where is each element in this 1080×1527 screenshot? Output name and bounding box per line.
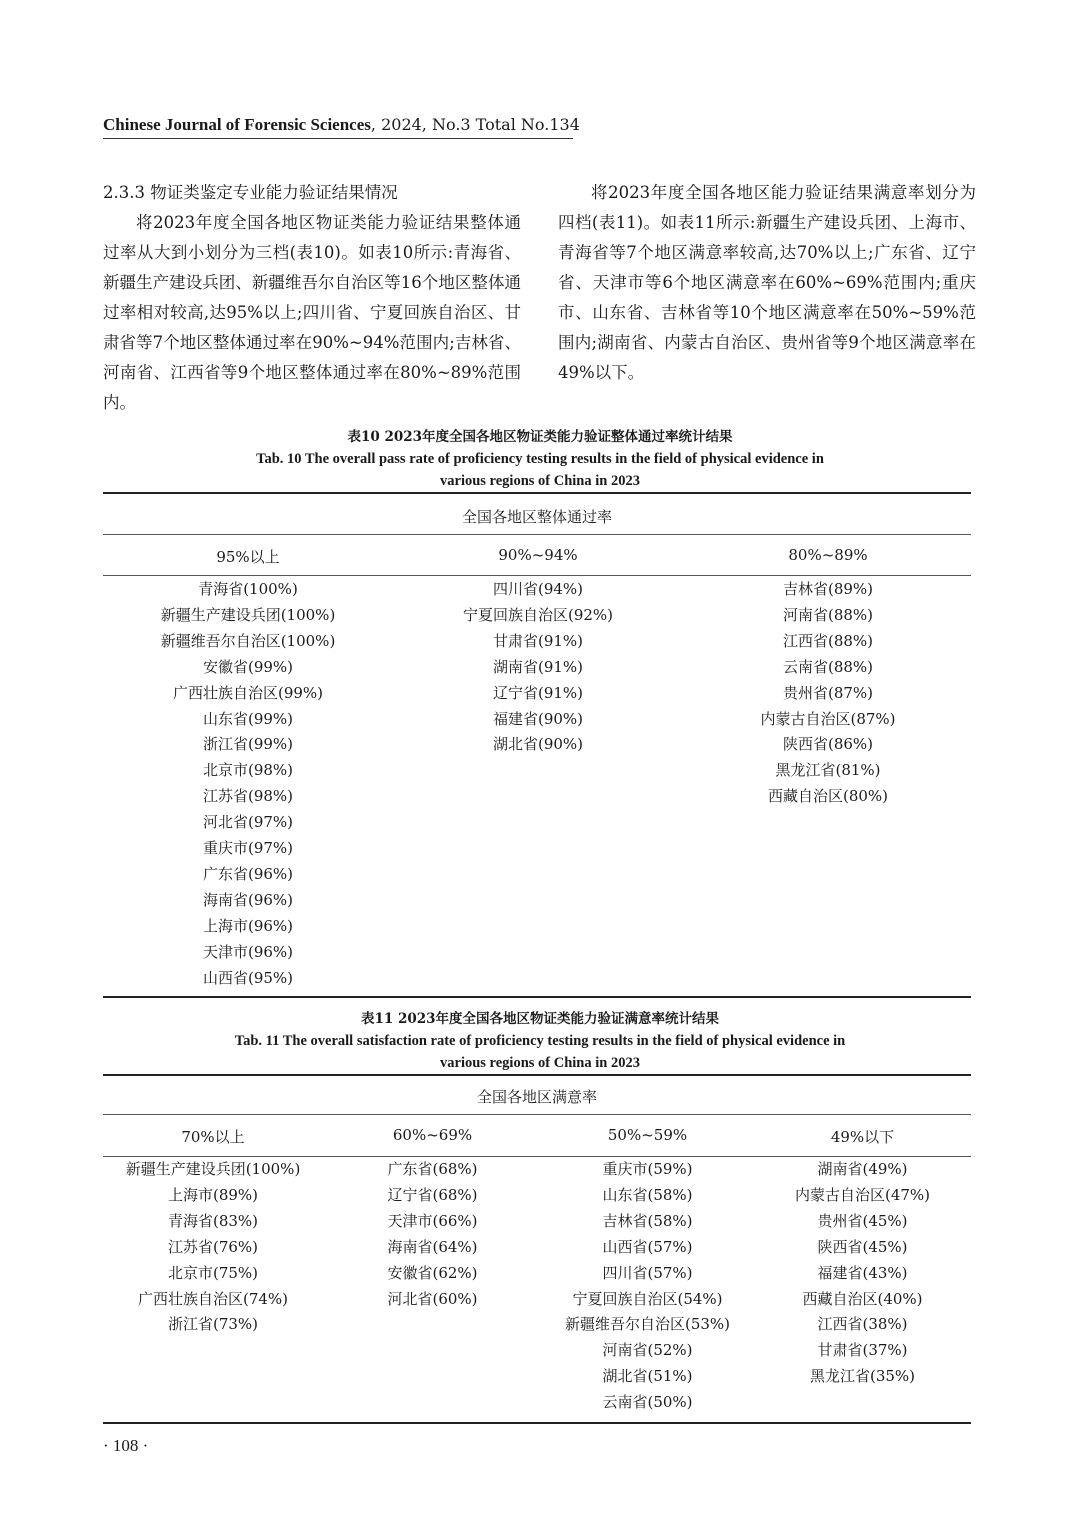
table-cell: 河北省(97%) [202, 813, 294, 832]
text-column-left [103, 178, 521, 418]
table-cell: 西藏自治区(40%) [802, 1289, 923, 1308]
issue-info: , 2024, No.3 Total No.134 [370, 115, 580, 134]
table10-col-3 [683, 577, 973, 810]
table-cell: 天津市(66%) [387, 1211, 478, 1230]
table-cell: 北京市(75%) [167, 1263, 259, 1282]
table-cell: 福建省(90%) [492, 709, 584, 728]
table-cell: 广西壮族自治区(99%) [172, 683, 324, 702]
table10-caption [0, 426, 1080, 492]
table-cell: 内蒙古自治区(47%) [794, 1185, 931, 1204]
table11-col-4 [755, 1157, 970, 1390]
table-cell: 吉林省(89%) [782, 580, 874, 598]
table10-bottom-rule [103, 996, 971, 998]
table-cell: 上海市(89%) [167, 1185, 259, 1204]
table-cell: 湖南省(91%) [492, 657, 584, 676]
table11-col-header-2: 60%~69% [392, 1126, 473, 1144]
table-cell: 浙江省(73%) [167, 1315, 259, 1334]
table-cell: 贵州省(45%) [817, 1211, 908, 1230]
table-cell: 安徽省(99%) [202, 657, 294, 676]
table-cell: 辽宁省(91%) [492, 683, 584, 702]
table-cell: 吉林省(58%) [602, 1211, 693, 1230]
table-cell: 甘肃省(91%) [492, 631, 584, 650]
table11-caption [0, 1008, 1080, 1074]
table-cell: 青海省(100%) [198, 580, 298, 598]
table-cell: 江苏省(76%) [167, 1237, 259, 1256]
section-heading: 2.3.3 物证类鉴定专业能力验证结果情况 [103, 183, 398, 202]
journal-name: Chinese Journal of Forensic Sciences [103, 115, 371, 134]
table-cell: 广东省(68%) [387, 1160, 478, 1178]
table-cell: 河南省(52%) [602, 1341, 693, 1360]
table-cell: 江苏省(98%) [202, 787, 294, 806]
table-cell: 江西省(88%) [782, 631, 874, 650]
table10-caption-en-2: various regions of China in 2023 [440, 473, 640, 489]
table-cell: 山东省(58%) [602, 1185, 693, 1204]
table11-group-header: 全国各地区满意率 [476, 1088, 597, 1106]
table10-col-header-3: 80%~89% [788, 546, 868, 564]
table11-col-header-4: 49%以下 [830, 1128, 895, 1146]
table-cell: 广西壮族自治区(74%) [137, 1289, 289, 1308]
running-header [103, 115, 580, 135]
table-cell: 福建省(43%) [817, 1263, 908, 1282]
table-cell: 浙江省(99%) [202, 735, 294, 754]
table-cell: 河北省(60%) [387, 1289, 478, 1308]
table10-header-rule [103, 575, 971, 576]
header-rule [103, 138, 573, 139]
table-cell: 山西省(57%) [602, 1237, 693, 1256]
table-cell: 重庆市(59%) [602, 1160, 693, 1178]
paragraph-right: 将2023年度全国各地区能力验证结果满意率划分为四档(表11)。如表11所示:新疆生产建设兵团、上海市、青海省等7个地区满意率较高,达70%以上;广东省、辽宁省、天津市等6个地区满意率在60%~69%范围内;重庆市、山东省、吉林省等10个地区满意率在50%~59%范围内;湖南省、内蒙古自治区、贵州省等9个地区满意率在49%以下。 [558, 183, 976, 382]
table-cell: 贵州省(87%) [782, 683, 874, 702]
table-cell: 新疆生产建设兵团(100%) [125, 1160, 301, 1178]
table11-top-rule [103, 1074, 971, 1076]
table11-caption-cn: 表11 2023年度全国各地区物证类能力验证满意率统计结果 [360, 1011, 720, 1027]
table-cell: 云南省(50%) [602, 1393, 693, 1412]
text-column-right [558, 178, 976, 388]
table-cell: 西藏自治区(80%) [767, 787, 889, 806]
table-cell: 陕西省(86%) [782, 735, 874, 754]
table11-mid-rule [103, 1114, 971, 1115]
table-cell: 宁夏回族自治区(92%) [462, 605, 614, 624]
table-cell: 海南省(96%) [202, 890, 294, 909]
table10-col-header-2: 90%~94% [498, 546, 578, 564]
table-cell: 新疆维吾尔自治区(100%) [160, 631, 336, 650]
table-cell: 辽宁省(68%) [387, 1185, 478, 1204]
table-cell: 新疆生产建设兵团(100%) [160, 605, 336, 624]
table-cell: 黑龙江省(81%) [775, 761, 881, 780]
table-cell: 安徽省(62%) [387, 1263, 478, 1282]
table10-group-header: 全国各地区整体通过率 [461, 508, 612, 526]
table-cell: 海南省(64%) [387, 1237, 478, 1256]
table-cell: 黑龙江省(35%) [809, 1367, 916, 1386]
table-cell: 广东省(96%) [202, 864, 294, 883]
table10-mid-rule [103, 534, 971, 535]
table-cell: 青海省(83%) [167, 1211, 259, 1230]
table-cell: 内蒙古自治区(87%) [760, 709, 896, 728]
table11-col-header-1: 70%以上 [181, 1128, 245, 1146]
paragraph-left: 将2023年度全国各地区物证类能力验证结果整体通过率从大到小划分为三档(表10)。如表10所示:青海省、新疆生产建设兵团、新疆维吾尔自治区等16个地区整体通过率相对较高,达95%以上;四川省、宁夏回族自治区、甘肃省等7个地区整体通过率在90%~94%范围内;吉林省、河南省、江西省等9个地区整体通过率在80%~89%范围内。 [103, 213, 521, 412]
table11-col-3 [540, 1157, 755, 1416]
table10-col-2 [393, 577, 683, 758]
table-cell: 宁夏回族自治区(54%) [572, 1289, 723, 1308]
table10-caption-cn: 表10 2023年度全国各地区物证类能力验证整体通过率统计结果 [347, 429, 733, 445]
table-cell: 新疆维吾尔自治区(53%) [564, 1315, 731, 1334]
table-cell: 湖南省(49%) [817, 1160, 908, 1178]
table-cell: 江西省(38%) [817, 1315, 908, 1334]
table11-col-2 [325, 1157, 540, 1312]
table11-caption-en-1: Tab. 11 The overall satisfaction rate of proficiency testing results in the field of physical evidence in [234, 1033, 846, 1049]
table11-caption-en-2: various regions of China in 2023 [440, 1055, 640, 1071]
table11-bottom-rule [103, 1422, 971, 1424]
table11-col-1 [93, 1157, 333, 1338]
table-cell: 四川省(94%) [492, 580, 584, 598]
table-cell: 天津市(96%) [202, 942, 294, 961]
table10-col-header-1: 95%以上 [216, 548, 280, 566]
page-number: · 108 · [103, 1436, 149, 1455]
table-cell: 云南省(88%) [782, 657, 874, 676]
table10-top-rule [103, 492, 971, 494]
table-cell: 陕西省(45%) [817, 1237, 908, 1256]
table-cell: 山西省(95%) [202, 968, 294, 987]
table-cell: 湖北省(51%) [602, 1367, 693, 1386]
table10-col-1 [103, 577, 393, 992]
table-cell: 河南省(88%) [782, 605, 874, 624]
table10-caption-en-1: Tab. 10 The overall pass rate of proficiency testing results in the field of physical evidence in [256, 451, 824, 467]
table-cell: 重庆市(97%) [202, 839, 294, 858]
table-cell: 北京市(98%) [202, 761, 294, 780]
table11-col-header-3: 50%~59% [607, 1126, 688, 1144]
table-cell: 山东省(99%) [202, 709, 294, 728]
table-cell: 四川省(57%) [602, 1263, 693, 1282]
table-cell: 甘肃省(37%) [817, 1341, 908, 1360]
table-cell: 湖北省(90%) [492, 735, 584, 754]
table-cell: 上海市(96%) [202, 916, 294, 935]
